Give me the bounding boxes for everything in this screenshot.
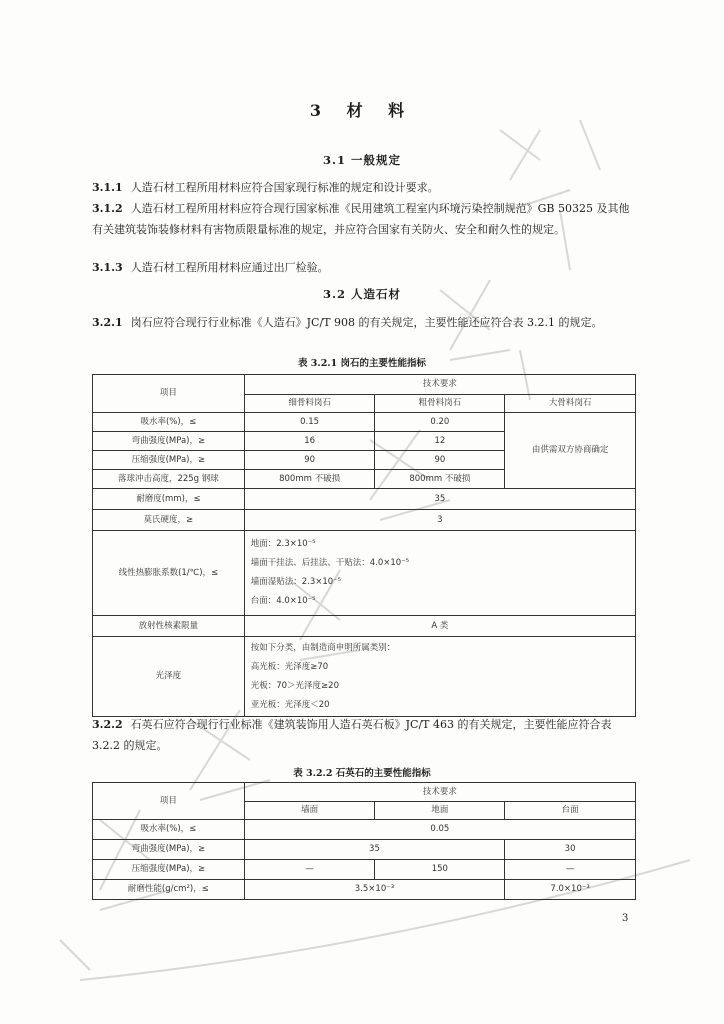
clause-text: 岗石应符合现行行业标准《人造石》JC/T 908 的有关规定，主要性能还应符合表 3.2.1 的规定。: [130, 316, 603, 329]
cell: —: [244, 860, 375, 880]
row-label: 耐磨性能(g/cm²)，≤: [93, 880, 245, 900]
cell: 3: [244, 510, 635, 531]
table-3-2-1-caption: 表 3.2.1 岗石的主要性能指标: [297, 358, 427, 369]
clause-number: 3.2.1: [92, 316, 123, 329]
col-header: 大骨料岗石: [505, 395, 636, 413]
cell: A 类: [244, 616, 635, 637]
header-item: 项目: [93, 783, 245, 820]
header-requirement: 技术要求: [244, 783, 635, 802]
row-label: 压缩强度(MPa)，≥: [93, 451, 245, 470]
page-number: 3: [622, 913, 629, 924]
row-label: 线性热膨胀系数(1/℃)，≤: [93, 531, 245, 616]
cell-line: 高光板：光泽度≥70: [250, 661, 329, 672]
row-label: 吸水率(%)，≤: [93, 820, 245, 840]
chapter-title: 3 材 料: [309, 101, 415, 120]
cell: 3.5×10⁻³: [244, 880, 504, 900]
paragraph-3-2-1: [92, 312, 638, 333]
cell-line: 亚光板：光泽度＜20: [250, 699, 330, 710]
row-label: 吸水率(%)，≤: [93, 413, 245, 432]
row-label: 光泽度: [93, 637, 245, 717]
clause-number: 3.1.2: [92, 202, 123, 215]
clause-text: 人造石材工程所用材料应通过出厂检验。: [130, 261, 329, 274]
table-row: [93, 637, 636, 717]
cell: 90: [375, 451, 505, 470]
cell: 12: [375, 432, 505, 451]
table-row: [93, 510, 636, 531]
paragraph-3-1-3: [92, 257, 638, 278]
cell: —: [505, 860, 636, 880]
table-row: [93, 616, 636, 637]
clause-number: 3.2.2: [92, 718, 123, 731]
cell-multiline: [244, 637, 635, 717]
cell-line: 墙面干挂法、后挂法、干贴法：4.0×10⁻⁵: [250, 558, 410, 568]
col-header: 粗骨料岗石: [375, 395, 505, 413]
col-header: 台面: [505, 802, 636, 820]
table-row: [93, 880, 636, 900]
row-label: 落球冲击高度，225g 钢球: [93, 470, 245, 489]
cell: 16: [244, 432, 375, 451]
col-header: 地面: [375, 802, 505, 820]
table-row: [93, 531, 636, 616]
col-header: 细骨料岗石: [244, 395, 375, 413]
cell: 150: [375, 860, 505, 880]
table-3-2-1: [92, 374, 636, 717]
cell: 30: [505, 840, 636, 860]
paragraph-3-1-2: [92, 198, 638, 240]
section-title-3-2: 3.2 人造石材: [322, 287, 401, 301]
row-label: 压缩强度(MPa)，≥: [93, 860, 245, 880]
cell-line: 台面：4.0×10⁻⁵: [250, 596, 316, 606]
header-requirement: 技术要求: [244, 375, 635, 395]
table-3-2-2: [92, 782, 636, 900]
cell-multiline: [244, 531, 635, 616]
row-label: 莫氏硬度，≥: [93, 510, 245, 531]
table-row: [93, 820, 636, 840]
table-row: [93, 489, 636, 510]
cell: 800mm 不破损: [244, 470, 375, 489]
row-label: 耐磨度(mm)，≤: [93, 489, 245, 510]
section-title-3-1: 3.1 一般规定: [322, 153, 401, 167]
row-label: 弯曲强度(MPa)，≥: [93, 840, 245, 860]
table-row: [93, 860, 636, 880]
row-label: 弯曲强度(MPa)，≥: [93, 432, 245, 451]
cell: 800mm 不破损: [375, 470, 505, 489]
clause-number: 3.1.3: [92, 261, 123, 274]
header-item: 项目: [93, 375, 245, 413]
cell-line: 墙面湿贴法：2.3×10⁻⁵: [250, 577, 342, 587]
table-3-2-2-caption: 表 3.2.2 石英石的主要性能指标: [293, 768, 431, 779]
cell: 7.0×10⁻³: [505, 880, 636, 900]
clause-number: 3.1.1: [92, 181, 123, 194]
cell-line: 地面：2.3×10⁻⁵: [250, 539, 316, 549]
cell: 35: [244, 489, 635, 510]
paragraph-3-1-1: [92, 177, 638, 198]
clause-text: 石英石应符合现行行业标准《建筑装饰用人造石英石板》JC/T 463 的有关规定，主要性能应符合表 3.2.2 的规定。: [92, 718, 612, 752]
row-label: 放射性核素限量: [93, 616, 245, 637]
table-row: [93, 840, 636, 860]
cell: 0.20: [375, 413, 505, 432]
cell: 35: [244, 840, 504, 860]
col-header: 墙面: [244, 802, 375, 820]
cell: 0.05: [244, 820, 635, 840]
clause-text: 人造石材工程所用材料应符合现行国家标准《民用建筑工程室内环境污染控制规范》GB 50325 及其他有关建筑装饰装修材料有害物质限量标准的规定，并应符合国家有关防火、安全和耐久性的规定。: [92, 202, 630, 236]
table-row: [93, 413, 636, 432]
cell-line: 按如下分类，由制造商申明所属类别：: [250, 642, 396, 653]
cell-merged-note: 由供需双方协商确定: [505, 413, 636, 489]
cell-line: 光板：70＞光泽度≥20: [250, 680, 339, 691]
cell: 0.15: [244, 413, 375, 432]
paragraph-3-2-2: [92, 714, 638, 756]
clause-text: 人造石材工程所用材料应符合国家现行标准的规定和设计要求。: [130, 181, 439, 194]
cell: 90: [244, 451, 375, 470]
